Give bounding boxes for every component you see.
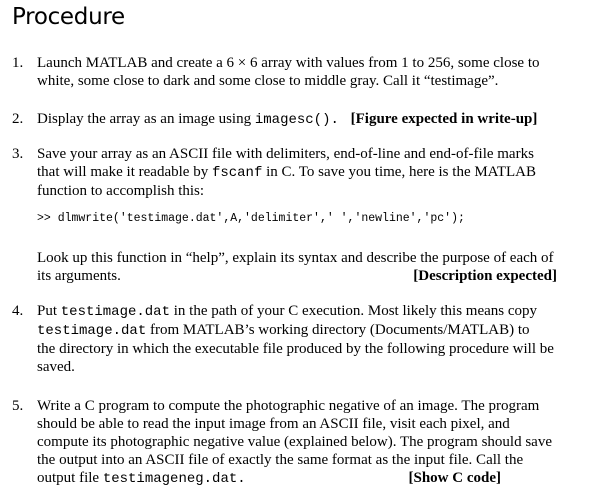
code-inline: testimage.dat	[37, 323, 147, 339]
text-fragment: in C. To save you time, here is the MATLAB	[262, 164, 537, 180]
text-line: Write a C program to compute the photographic negative of an image. The program	[37, 398, 540, 414]
text-line: Look up this function in “help”, explain its syntax and describe the purpose of each of	[37, 250, 554, 266]
text-fragment: that will make it readable by	[37, 164, 212, 180]
text-line: white, some close to dark and some close to middle gray. Call it “testimage”.	[37, 73, 499, 89]
text-line: Launch MATLAB and create a 6 × 6 array with values from 1 to 256, some close to	[37, 55, 540, 71]
text-line: should be able to read the input image from an ASCII file, visit each pixel, and	[37, 416, 510, 432]
step-number: 2.	[12, 111, 24, 127]
step-text	[37, 110, 597, 129]
step-number: 3.	[12, 146, 24, 162]
text-fragment: Display the array as an image using	[37, 111, 255, 127]
text-fragment: Put	[37, 303, 61, 319]
text-fragment: output file	[37, 470, 103, 486]
step-text	[37, 54, 597, 90]
write-up-tag: [Description expected]	[413, 268, 557, 284]
page-title: Procedure	[12, 4, 125, 30]
step-followup	[37, 249, 597, 285]
text-line: the output into an ASCII file of exactly the same format as the input file. Call the	[37, 452, 524, 468]
step-number: 4.	[12, 303, 24, 319]
text-line: saved.	[37, 359, 75, 375]
write-up-tag: [Show C code]	[408, 470, 501, 486]
text-fragment: in the path of your C execution. Most likely this means copy	[169, 303, 538, 319]
step-number: 1.	[12, 55, 24, 71]
step-number: 5.	[12, 398, 24, 414]
code-inline: imagesc().	[254, 112, 339, 128]
text-line: compute its photographic negative value (explained below). The program should save	[37, 434, 552, 450]
text-line	[37, 321, 597, 340]
text-line	[37, 302, 597, 321]
text-line	[37, 163, 597, 182]
write-up-tag: [Figure expected in write-up]	[350, 111, 538, 127]
text-line: the directory in which the executable file produced by the following procedure will be	[37, 341, 554, 357]
step-text	[37, 302, 597, 376]
text-line: function to accomplish this:	[37, 183, 205, 199]
text-line	[37, 267, 597, 285]
text-line: Save your array as an ASCII file with delimiters, end-of-line and end-of-file marks	[37, 146, 534, 162]
code-inline: testimageneg.dat.	[102, 471, 246, 487]
matlab-command: >> dlmwrite('testimage.dat',A,'delimiter',' ','newline','pc');	[37, 212, 465, 225]
text-fragment: from MATLAB’s working directory (Documents/MATLAB) to	[146, 322, 530, 338]
code-inline: testimage.dat	[60, 304, 170, 320]
text-line	[37, 469, 597, 488]
code-inline: fscanf	[211, 165, 263, 181]
text-fragment: its arguments.	[37, 268, 121, 284]
step-text	[37, 145, 597, 200]
step-text	[37, 397, 597, 488]
